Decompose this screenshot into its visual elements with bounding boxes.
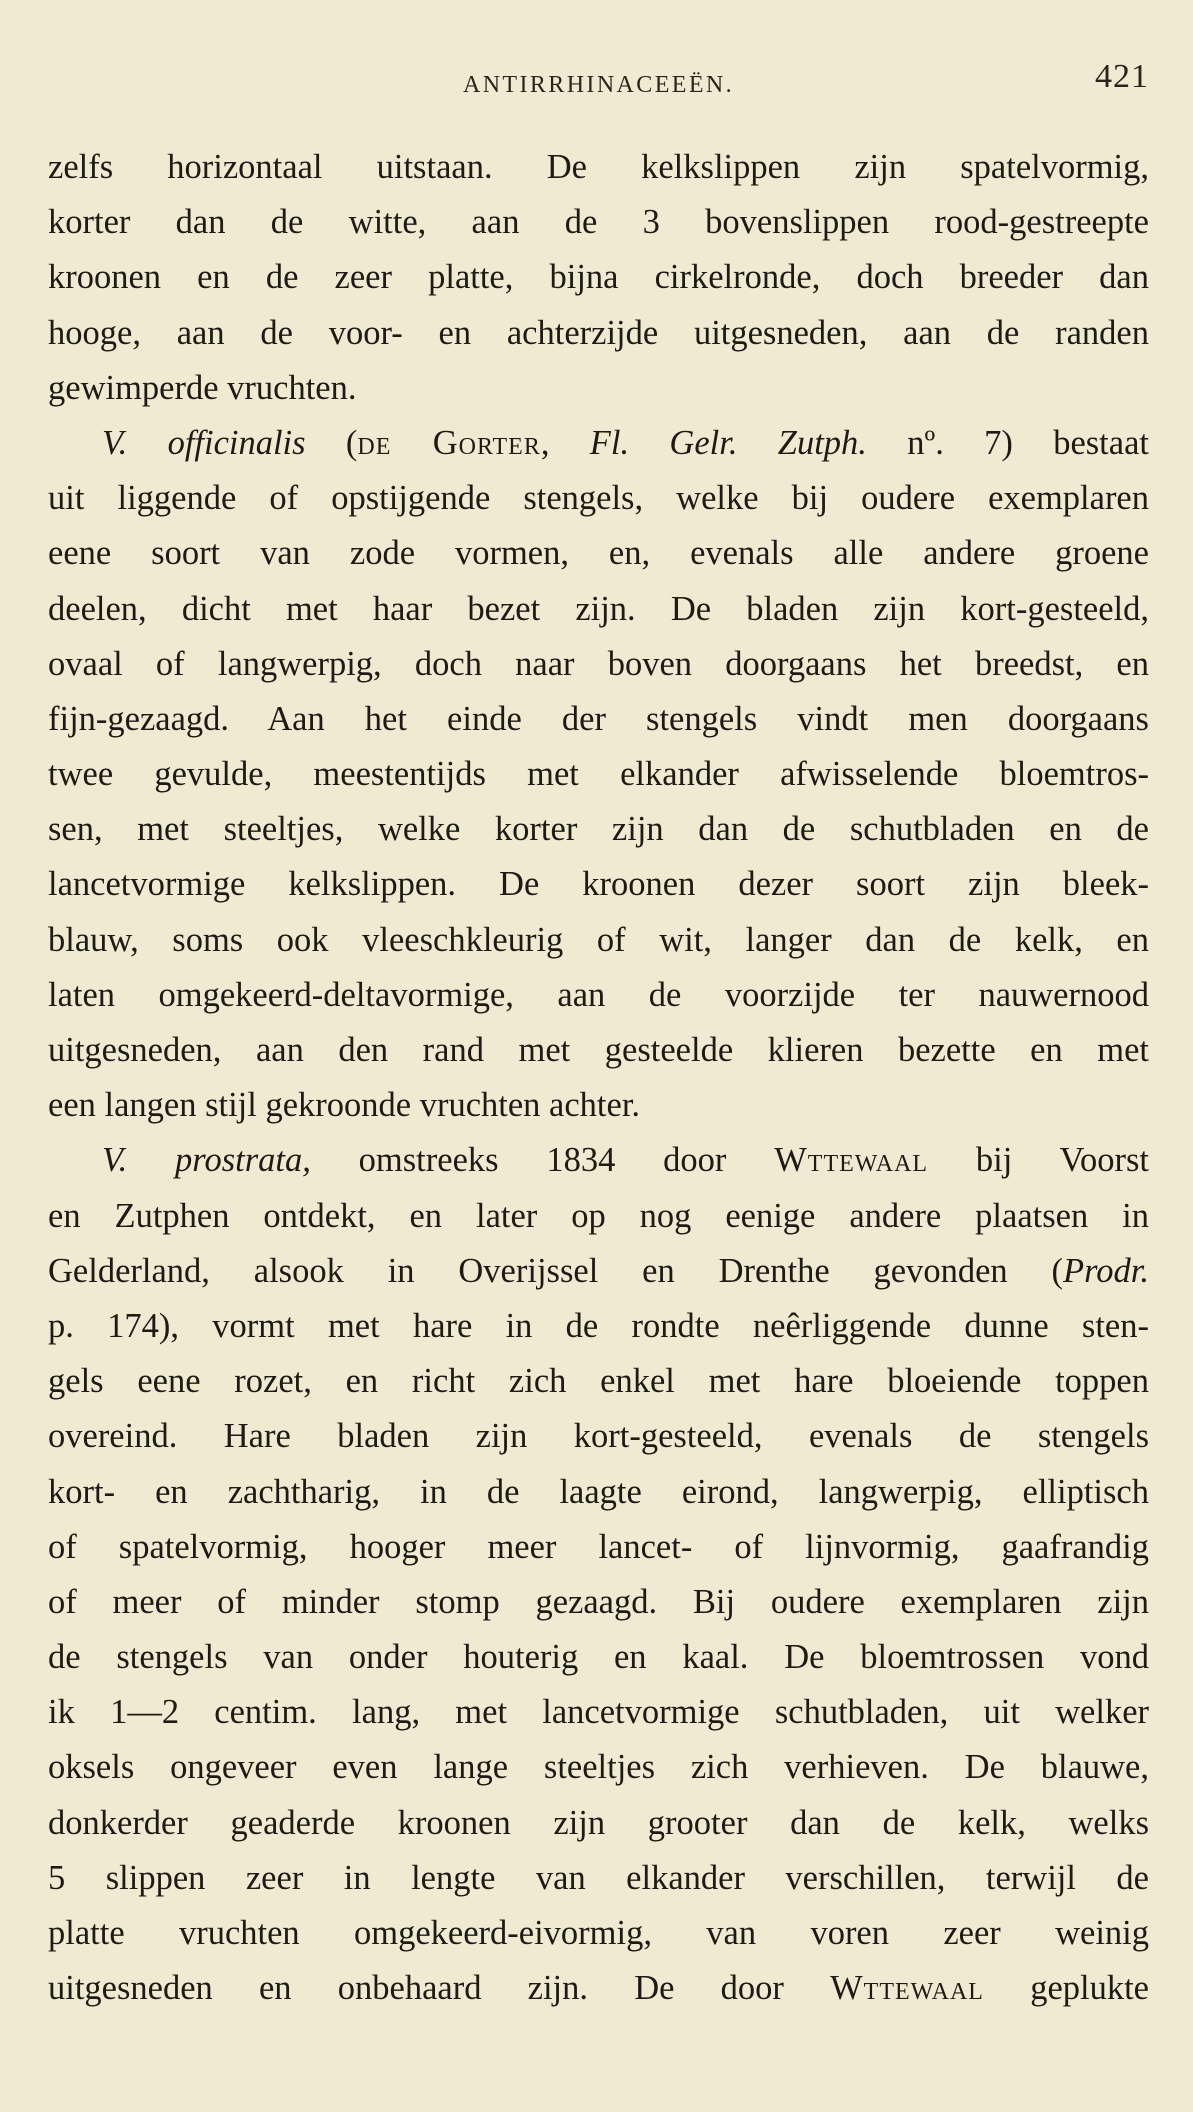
text-segment: gels eene rozet, en richt zich enkel met hare bloeiende toppen <box>48 1362 1149 1401</box>
text-line <box>48 1465 1149 1520</box>
text-line <box>48 913 1149 968</box>
text-segment: 5 slippen zeer in lengte van elkander verschillen, terwijl de <box>48 1858 1149 1897</box>
text-line <box>48 471 1149 526</box>
text-line <box>48 1354 1149 1409</box>
text-segment: kroonen en de zeer platte, bijna cirkelronde, doch breeder dan <box>48 258 1149 297</box>
text-segment: korter dan de witte, aan de 3 bovenslippen rood-gestreepte <box>48 203 1149 242</box>
italic-text: Prodr. <box>1063 1251 1149 1290</box>
text-segment: platte vruchten omgekeerd-eivormig, van voren zeer weinig <box>48 1914 1149 1952</box>
text-line <box>48 1575 1149 1630</box>
text-line <box>48 1796 1149 1851</box>
text-segment: ik 1—2 centim. lang, met lancetvormige schutbladen, uit welker <box>48 1693 1149 1732</box>
text-segment: de stengels van onder houterig en kaal. De bloemtrossen vond <box>48 1638 1149 1677</box>
text-line <box>48 1189 1149 1244</box>
text-segment: , <box>540 423 590 462</box>
text-line <box>48 1078 1149 1133</box>
text-line <box>48 857 1149 912</box>
text-line <box>48 1906 1149 1961</box>
text-segment: donkerder geaderde kroonen zijn grooter dan de kelk, welks <box>48 1803 1149 1842</box>
text-segment: uitgesneden, aan den rand met gesteelde klieren bezette en met <box>48 1031 1149 1069</box>
text-segment: sen, met steeltjes, welke korter zijn dan de schutbladen en de <box>48 810 1149 849</box>
italic-text: Fl. Gelr. Zutph. <box>589 423 867 462</box>
text-line <box>48 1244 1149 1299</box>
text-segment: of meer of minder stomp gezaagd. Bij oudere exemplaren zijn <box>48 1582 1149 1621</box>
text-line <box>48 1630 1149 1685</box>
text-line <box>48 1851 1149 1906</box>
text-line <box>48 416 1149 471</box>
text-line <box>48 1740 1149 1795</box>
text-line <box>48 692 1149 747</box>
page-number: 421 <box>1095 58 1149 95</box>
text-line <box>48 1520 1149 1575</box>
text-segment: overeind. Hare bladen zijn kort-gesteeld, evenals de stengels <box>48 1417 1149 1456</box>
text-segment: uitgesneden en onbehaard zijn. De door <box>48 1969 831 2008</box>
text-line <box>48 1299 1149 1354</box>
small-caps-name: Wttewaal <box>774 1141 929 1180</box>
text-segment: nº. 7) bestaat <box>866 423 1149 462</box>
text-segment: een langen stijl gekroonde vruchten achter. <box>48 1086 641 1125</box>
text-line <box>48 526 1149 581</box>
running-title: ANTIRRHINACEEËN. <box>462 72 735 98</box>
text-segment: gewimperde vruchten. <box>48 368 357 407</box>
italic-text: V. prostrata, <box>102 1141 311 1180</box>
text-segment: kort- en zachtharig, in de laagte eirond, langwerpig, elliptisch <box>48 1472 1149 1511</box>
italic-text: V. officinalis <box>102 423 306 462</box>
text-segment: en Zutphen ontdekt, en later op nog eenige andere plaatsen in <box>48 1196 1149 1235</box>
text-line <box>48 802 1149 857</box>
text-segment: uit liggende of opstijgende stengels, welke bij oudere exemplaren <box>48 479 1149 518</box>
running-head <box>48 58 1149 108</box>
body-text <box>48 140 1149 2016</box>
text-segment: omstreeks 1834 door <box>310 1141 775 1180</box>
text-line <box>48 250 1149 305</box>
small-caps-name: de Gorter <box>357 423 541 462</box>
text-segment: blauw, soms ook vleeschkleurig of wit, langer dan de kelk, en <box>48 920 1149 959</box>
text-segment: twee gevulde, meestentijds met elkander afwisselende bloemtros- <box>48 755 1149 794</box>
text-segment: eene soort van zode vormen, en, evenals alle andere groene <box>48 534 1149 573</box>
text-line <box>48 582 1149 637</box>
text-line <box>48 1685 1149 1740</box>
text-segment: zelfs horizontaal uitstaan. De kelkslippen zijn spatelvormig, <box>48 148 1149 186</box>
text-segment: lancetvormige kelkslippen. De kroonen dezer soort zijn bleek- <box>48 865 1149 904</box>
text-segment: laten omgekeerd-deltavormige, aan de voorzijde ter nauwernood <box>48 975 1149 1014</box>
text-line <box>48 637 1149 692</box>
text-segment: oksels ongeveer even lange steeltjes zich verhieven. De blauwe, <box>48 1748 1149 1787</box>
text-segment: hooge, aan de voor- en achterzijde uitgesneden, aan de randen <box>48 313 1149 352</box>
text-line <box>48 1409 1149 1464</box>
text-line <box>48 1133 1149 1188</box>
text-line <box>48 1023 1149 1078</box>
text-line <box>48 747 1149 802</box>
text-segment: geplukte <box>983 1969 1149 2008</box>
text-line <box>48 306 1149 361</box>
text-segment: p. 174), vormt met hare in de rondte neêrliggende dunne sten- <box>48 1306 1149 1345</box>
text-segment: bij Voorst <box>928 1141 1149 1180</box>
text-segment: deelen, dicht met haar bezet zijn. De bladen zijn kort-gesteeld, <box>48 589 1149 628</box>
small-caps-name: Wttewaal <box>830 1969 984 2008</box>
text-segment: Gelderland, alsook in Overijssel en Drenthe gevonden ( <box>48 1251 1064 1290</box>
text-segment: ovaal of langwerpig, doch naar boven doorgaans het breedst, en <box>48 644 1149 683</box>
text-line <box>48 1961 1149 2016</box>
text-line <box>48 968 1149 1023</box>
text-segment: fijn-gezaagd. Aan het einde der stengels vindt men doorgaans <box>48 699 1149 738</box>
text-line <box>48 361 1149 416</box>
text-line <box>48 140 1149 195</box>
text-segment: ( <box>305 423 358 462</box>
text-segment: of spatelvormig, hooger meer lancet- of lijnvormig, gaafrandig <box>48 1527 1149 1566</box>
text-line <box>48 195 1149 250</box>
